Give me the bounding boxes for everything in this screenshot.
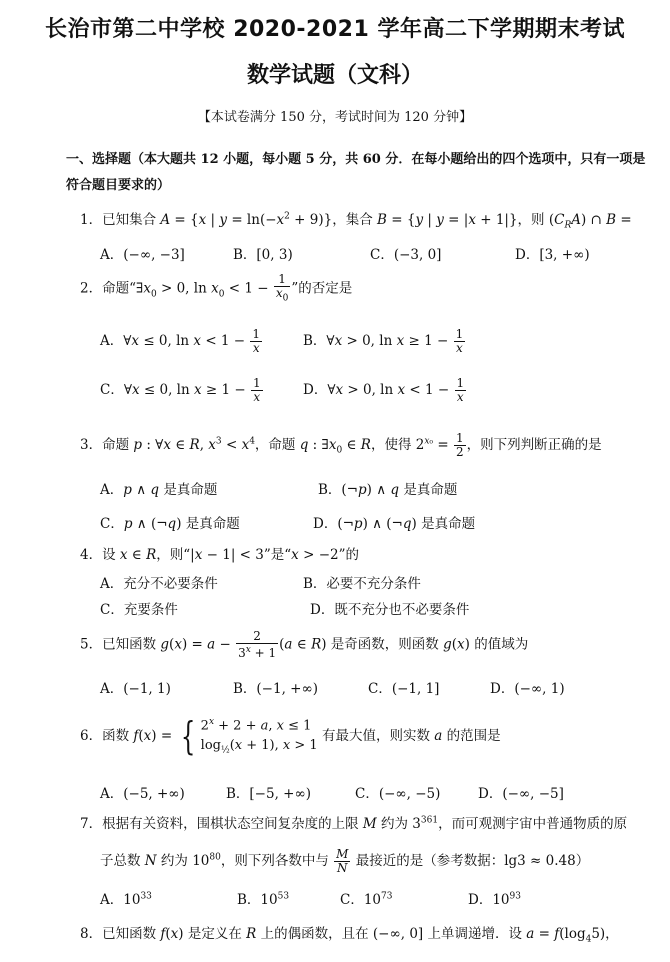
question-6-option-b[interactable]: B．[−5, +∞) bbox=[226, 786, 311, 802]
question-1-option-b[interactable]: B．[0, 3) bbox=[233, 247, 293, 263]
question-3-option-d[interactable]: D．(¬p) ∧ (¬q) 是真命题 bbox=[313, 516, 476, 532]
section-heading: 一、选择题（本大题共 12 小题，每小题 5 分，共 60 分．在每小题给出的四个选项中，只有一项是符合题目要求的） bbox=[66, 152, 646, 193]
question-3-option-a[interactable]: A．p ∧ q 是真命题 bbox=[100, 482, 218, 498]
question-6-stem: 6．函数 f(x) = { $2^x + 2 + a$, x ≤ 1 $\log_{\frac{1}{2}}(x + 1)$, x > 1 有最大值，则实数 a 的范围是 bbox=[80, 714, 501, 759]
question-8-stem: 8．已知函数 f(x) 是定义在 R 上的偶函数，且在 (−∞, 0] 上单调递增．设 $a = f(\log_45)$， bbox=[80, 926, 619, 945]
question-4-option-d[interactable]: D．既不充分也不必要条件 bbox=[310, 602, 470, 618]
question-3-stem: 3．命题 p : ∀x ∈ R, $x^3 < x^4$，命题 q : $\exists x_0$ ∈ R，使得 $2^{x_0}$ = $\frac{1}{2}$ ，则下列判断正确的是 bbox=[80, 431, 602, 459]
question-4-stem: 4．设 x ∈ R，则“|x − 1| < 3”是“x > −2”的 bbox=[80, 547, 359, 563]
question-7-option-b[interactable]: B．$10^{53}$ bbox=[237, 891, 290, 908]
question-2-option-b[interactable]: B．∀x > 0, ln x ≥ 1 − $\frac{1}{x}$ bbox=[303, 327, 464, 355]
question-6-option-c[interactable]: C．(−∞, −5) bbox=[355, 786, 441, 802]
question-4-option-a[interactable]: A．充分不必要条件 bbox=[100, 576, 218, 592]
question-2-option-c[interactable]: C．∀x ≤ 0, ln x ≥ 1 − $\frac{1}{x}$ bbox=[100, 376, 261, 404]
question-5-option-b[interactable]: B．(−1, +∞) bbox=[233, 681, 318, 697]
question-3-option-b[interactable]: B．(¬p) ∧ q 是真命题 bbox=[318, 482, 458, 498]
question-1-option-c[interactable]: C．(−3, 0] bbox=[370, 247, 442, 263]
question-1-option-d[interactable]: D．[3, +∞) bbox=[515, 247, 590, 263]
exam-note: 【本试卷满分 150 分，考试时间为 120 分钟】 bbox=[197, 110, 473, 125]
question-5-option-a[interactable]: A．(−1, 1) bbox=[100, 681, 171, 697]
question-7-option-d[interactable]: D．$10^{93}$ bbox=[468, 891, 521, 908]
question-3-option-c[interactable]: C．p ∧ (¬q) 是真命题 bbox=[100, 516, 240, 532]
exam-title: 长治市第二中学校 2020-2021 学年高二下学期期末考试 bbox=[45, 17, 625, 42]
question-5-option-c[interactable]: C．(−1, 1] bbox=[368, 681, 440, 697]
question-6-option-d[interactable]: D．(−∞, −5] bbox=[478, 786, 564, 802]
question-4-option-b[interactable]: B．必要不充分条件 bbox=[303, 576, 421, 592]
question-7-stem-line1: 7．根据有关资料，围棋状态空间复杂度的上限 M 约为 $3^{361}$，而可观测宇宙中普通物质的原 bbox=[80, 815, 628, 832]
question-2-option-d[interactable]: D．∀x > 0, ln x < 1 − $\frac{1}{x}$ bbox=[303, 376, 465, 404]
question-7-option-a[interactable]: A．$10^{33}$ bbox=[100, 891, 152, 908]
question-1-option-a[interactable]: A．(−∞, −3] bbox=[100, 247, 185, 263]
question-7-stem-line2: 子总数 N 约为 $10^{80}$，则下列各数中与 $\frac{M}{N}$ 最接近的是（参考数据：lg3 ≈ 0.48） bbox=[100, 847, 590, 875]
question-4-option-c[interactable]: C．充要条件 bbox=[100, 602, 178, 618]
question-7-option-c[interactable]: C．$10^{73}$ bbox=[340, 891, 393, 908]
question-6-option-a[interactable]: A．(−5, +∞) bbox=[100, 786, 185, 802]
question-1-stem: 1．已知集合 A = {x | $y = \ln(-x^2 + 9)$}，集合 B = {y | y = |x + 1|}，则 $(C_RA)$ ∩ B = bbox=[80, 211, 632, 231]
question-5-option-d[interactable]: D．(−∞, 1) bbox=[490, 681, 565, 697]
question-2-option-a[interactable]: A．∀x ≤ 0, ln x < 1 − $\frac{1}{x}$ bbox=[100, 327, 261, 355]
question-2-stem: 2．命题“$\exists x_0 > 0$, $\ln x_0 < 1$ − $\frac{1}{x_0}$ ”的否定是 bbox=[80, 272, 353, 304]
question-5-stem: 5．已知函数 g(x) = a − $\frac{2}{3^x + 1}$ (a ∈ R) 是奇函数，则函数 g(x) 的值域为 bbox=[80, 629, 529, 660]
exam-subtitle: 数学试题（文科） bbox=[246, 63, 423, 88]
